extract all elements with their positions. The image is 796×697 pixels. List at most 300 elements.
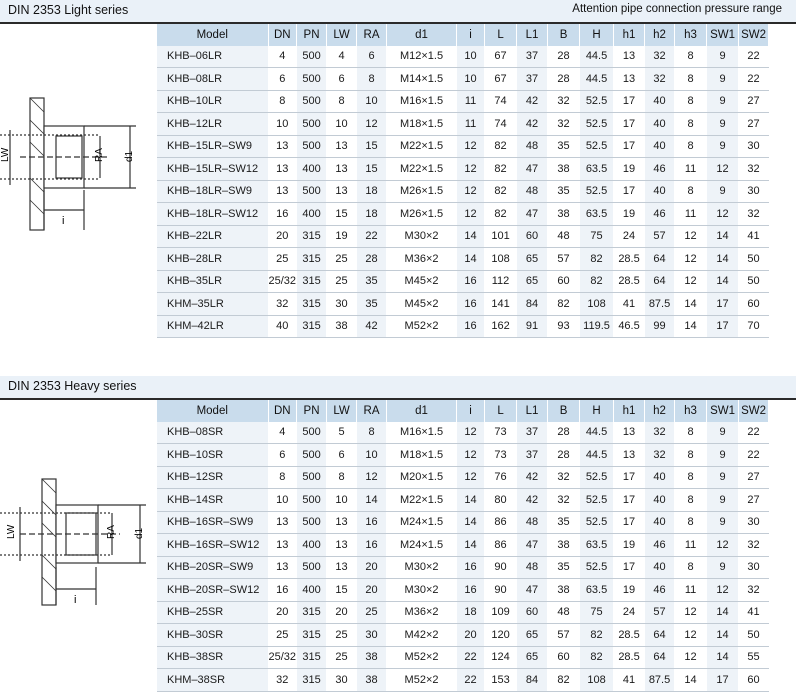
cell-b: 32 (548, 466, 580, 489)
cell-l: 86 (485, 534, 517, 557)
cell-dn: 25/32 (268, 646, 297, 669)
cell-b: 82 (548, 293, 580, 316)
column-header-lw: LW (327, 24, 357, 46)
table-header-row (157, 24, 769, 46)
cell-l1: 65 (517, 646, 548, 669)
cell-i: 12 (457, 158, 485, 181)
cell-sw2: 30 (739, 511, 769, 534)
cell-ra: 8 (357, 422, 387, 444)
cell-l1: 47 (517, 203, 548, 226)
cell-l: 82 (485, 158, 517, 181)
cell-l: 74 (485, 90, 517, 113)
cell-ra: 15 (357, 135, 387, 158)
cell-sw2: 32 (739, 579, 769, 602)
column-header-model: Model (157, 400, 268, 422)
cell-b: 60 (548, 270, 580, 293)
table-row (157, 422, 769, 444)
table-row (157, 248, 769, 271)
cell-model: KHB–15LR–SW9 (157, 135, 268, 158)
cell-sw2: 22 (739, 46, 769, 68)
cell-model: KHB–28LR (157, 248, 268, 271)
cell-h3: 8 (675, 556, 707, 579)
cell-h1: 17 (614, 489, 645, 512)
i-dimension-label: i (62, 215, 65, 227)
cell-pn: 315 (297, 315, 327, 338)
cell-ra: 10 (357, 444, 387, 467)
cell-sw2: 50 (739, 248, 769, 271)
cell-h: 75 (580, 225, 614, 248)
cell-l: 73 (485, 422, 517, 444)
cell-i: 16 (457, 579, 485, 602)
cell-ra: 18 (357, 180, 387, 203)
cell-dn: 25 (268, 624, 297, 647)
cell-sw2: 41 (739, 225, 769, 248)
cell-h1: 28.5 (614, 646, 645, 669)
cell-h: 63.5 (580, 203, 614, 226)
cell-d1: M16×1.5 (387, 90, 457, 113)
column-header-l1: L1 (517, 400, 548, 422)
cell-h3: 8 (675, 113, 707, 136)
cell-sw1: 12 (707, 534, 739, 557)
cell-h1: 17 (614, 90, 645, 113)
cell-sw1: 9 (707, 113, 739, 136)
cell-pn: 400 (297, 534, 327, 557)
cell-h: 44.5 (580, 444, 614, 467)
cell-h1: 13 (614, 46, 645, 68)
cell-i: 12 (457, 135, 485, 158)
cell-dn: 4 (268, 422, 297, 444)
cell-h: 52.5 (580, 113, 614, 136)
cell-b: 57 (548, 248, 580, 271)
cell-sw2: 70 (739, 315, 769, 338)
cell-h3: 12 (675, 225, 707, 248)
cell-h3: 8 (675, 489, 707, 512)
cell-ra: 12 (357, 113, 387, 136)
cell-h3: 14 (675, 315, 707, 338)
cell-h2: 40 (645, 511, 675, 534)
cell-h2: 64 (645, 270, 675, 293)
column-header-b: B (548, 24, 580, 46)
cell-lw: 13 (327, 511, 357, 534)
lw-dimension-label: LW (0, 147, 11, 162)
cell-b: 35 (548, 511, 580, 534)
cell-model: KHB–22LR (157, 225, 268, 248)
column-header-b: B (548, 400, 580, 422)
cell-h2: 57 (645, 225, 675, 248)
cell-pn: 500 (297, 422, 327, 444)
table-row (157, 489, 769, 512)
cell-sw2: 55 (739, 646, 769, 669)
cell-lw: 10 (327, 113, 357, 136)
cell-model: KHB–06LR (157, 46, 268, 68)
cell-l1: 91 (517, 315, 548, 338)
cell-i: 18 (457, 601, 485, 624)
heavy-series-section (0, 376, 796, 697)
ra-dimension-label: RA (106, 525, 117, 539)
cell-h3: 12 (675, 646, 707, 669)
cell-b: 60 (548, 646, 580, 669)
cell-l1: 48 (517, 180, 548, 203)
cell-h1: 24 (614, 601, 645, 624)
cell-d1: M12×1.5 (387, 46, 457, 68)
cell-sw2: 30 (739, 180, 769, 203)
cell-h1: 13 (614, 422, 645, 444)
cell-ra: 8 (357, 68, 387, 91)
cell-l1: 42 (517, 489, 548, 512)
table-row (157, 534, 769, 557)
column-header-ra: RA (357, 24, 387, 46)
cell-pn: 400 (297, 579, 327, 602)
cell-l1: 37 (517, 422, 548, 444)
cell-h1: 19 (614, 579, 645, 602)
cell-b: 35 (548, 180, 580, 203)
cell-h1: 24 (614, 225, 645, 248)
table-row (157, 556, 769, 579)
cell-l1: 84 (517, 293, 548, 316)
cell-h3: 8 (675, 68, 707, 91)
cell-dn: 6 (268, 444, 297, 467)
cell-d1: M24×1.5 (387, 511, 457, 534)
cell-h3: 11 (675, 158, 707, 181)
column-header-sw1: SW1 (707, 24, 739, 46)
cell-h3: 8 (675, 135, 707, 158)
cell-i: 16 (457, 315, 485, 338)
cell-ra: 18 (357, 203, 387, 226)
cell-b: 48 (548, 601, 580, 624)
light-series-table (157, 24, 769, 338)
cell-model: KHB–08LR (157, 68, 268, 91)
column-header-h3: h3 (675, 24, 707, 46)
table-row (157, 293, 769, 316)
lw-dimension-label: LW (6, 524, 17, 539)
table-row (157, 466, 769, 489)
cell-sw1: 17 (707, 293, 739, 316)
cell-model: KHB–15LR–SW12 (157, 158, 268, 181)
cell-d1: M18×1.5 (387, 444, 457, 467)
cell-ra: 6 (357, 46, 387, 68)
column-header-h3: h3 (675, 400, 707, 422)
cell-l: 90 (485, 556, 517, 579)
cell-pn: 315 (297, 293, 327, 316)
table-row (157, 113, 769, 136)
cell-b: 28 (548, 46, 580, 68)
cell-h: 75 (580, 601, 614, 624)
table-row (157, 315, 769, 338)
cell-sw2: 22 (739, 68, 769, 91)
cell-l: 124 (485, 646, 517, 669)
cell-sw1: 14 (707, 601, 739, 624)
cell-pn: 500 (297, 135, 327, 158)
cell-b: 48 (548, 225, 580, 248)
cell-sw2: 50 (739, 270, 769, 293)
cell-h3: 14 (675, 669, 707, 692)
cell-model: KHB–18LR–SW12 (157, 203, 268, 226)
cell-sw1: 9 (707, 556, 739, 579)
cell-model: KHB–10LR (157, 90, 268, 113)
cell-h1: 17 (614, 135, 645, 158)
cell-d1: M45×2 (387, 293, 457, 316)
cell-l: 80 (485, 489, 517, 512)
cell-h2: 46 (645, 579, 675, 602)
column-header-l: L (485, 24, 517, 46)
cell-b: 38 (548, 579, 580, 602)
column-header-i: i (457, 24, 485, 46)
column-header-h2: h2 (645, 24, 675, 46)
cell-l1: 37 (517, 46, 548, 68)
cell-i: 12 (457, 444, 485, 467)
cell-pn: 400 (297, 203, 327, 226)
cell-h3: 8 (675, 444, 707, 467)
cell-i: 14 (457, 534, 485, 557)
cell-h2: 64 (645, 646, 675, 669)
cell-b: 35 (548, 135, 580, 158)
cell-lw: 6 (327, 444, 357, 467)
cell-lw: 15 (327, 203, 357, 226)
light-fitting-drawing (0, 90, 150, 240)
cell-d1: M42×2 (387, 624, 457, 647)
cell-model: KHB–35LR (157, 270, 268, 293)
cell-sw1: 9 (707, 180, 739, 203)
cell-ra: 42 (357, 315, 387, 338)
cell-dn: 20 (268, 225, 297, 248)
table-row (157, 270, 769, 293)
cell-h: 52.5 (580, 511, 614, 534)
cell-sw1: 9 (707, 422, 739, 444)
cell-h2: 32 (645, 68, 675, 91)
light-series-title: DIN 2353 Light series (8, 3, 129, 17)
column-header-sw2: SW2 (739, 24, 769, 46)
cell-h1: 17 (614, 511, 645, 534)
cell-d1: M22×1.5 (387, 158, 457, 181)
cell-d1: M20×1.5 (387, 466, 457, 489)
cell-h: 52.5 (580, 180, 614, 203)
cell-i: 14 (457, 489, 485, 512)
table-row (157, 511, 769, 534)
cell-lw: 25 (327, 270, 357, 293)
cell-b: 28 (548, 444, 580, 467)
cell-h: 52.5 (580, 90, 614, 113)
cell-h2: 46 (645, 158, 675, 181)
cell-h3: 12 (675, 270, 707, 293)
cell-sw2: 22 (739, 444, 769, 467)
cell-l1: 47 (517, 158, 548, 181)
cell-l: 141 (485, 293, 517, 316)
cell-l: 67 (485, 68, 517, 91)
cell-b: 32 (548, 113, 580, 136)
cell-i: 10 (457, 46, 485, 68)
table-row (157, 444, 769, 467)
table-row (157, 646, 769, 669)
cell-h3: 12 (675, 624, 707, 647)
cell-model: KHB–20SR–SW9 (157, 556, 268, 579)
cell-lw: 38 (327, 315, 357, 338)
cell-sw2: 41 (739, 601, 769, 624)
cell-h2: 99 (645, 315, 675, 338)
cell-sw1: 17 (707, 315, 739, 338)
cell-b: 57 (548, 624, 580, 647)
cell-model: KHB–16SR–SW12 (157, 534, 268, 557)
cell-sw1: 14 (707, 225, 739, 248)
cell-d1: M36×2 (387, 601, 457, 624)
cell-sw2: 27 (739, 113, 769, 136)
cell-b: 38 (548, 158, 580, 181)
cell-lw: 4 (327, 46, 357, 68)
cell-h3: 8 (675, 46, 707, 68)
cell-h3: 14 (675, 293, 707, 316)
cell-pn: 500 (297, 556, 327, 579)
light-series-title-bar (0, 0, 796, 24)
column-header-h: H (580, 400, 614, 422)
cell-model: KHM–42LR (157, 315, 268, 338)
cell-h3: 11 (675, 579, 707, 602)
cell-h1: 28.5 (614, 270, 645, 293)
cell-lw: 13 (327, 135, 357, 158)
cell-i: 11 (457, 113, 485, 136)
cell-sw2: 60 (739, 293, 769, 316)
cell-l1: 65 (517, 624, 548, 647)
cell-sw2: 60 (739, 669, 769, 692)
cell-sw1: 14 (707, 248, 739, 271)
cell-l1: 42 (517, 466, 548, 489)
cell-l: 86 (485, 511, 517, 534)
cell-d1: M26×1.5 (387, 180, 457, 203)
cell-h2: 64 (645, 248, 675, 271)
cell-sw1: 9 (707, 511, 739, 534)
cell-pn: 315 (297, 225, 327, 248)
cell-b: 28 (548, 422, 580, 444)
column-header-pn: PN (297, 24, 327, 46)
heavy-series-title-bar (0, 376, 796, 400)
cell-h: 44.5 (580, 422, 614, 444)
table-row (157, 579, 769, 602)
cell-model: KHB–18LR–SW9 (157, 180, 268, 203)
cell-h3: 8 (675, 180, 707, 203)
cell-i: 10 (457, 68, 485, 91)
cell-sw1: 12 (707, 203, 739, 226)
cell-l1: 65 (517, 248, 548, 271)
cell-h: 108 (580, 669, 614, 692)
cell-h: 82 (580, 248, 614, 271)
cell-d1: M26×1.5 (387, 203, 457, 226)
cell-b: 35 (548, 556, 580, 579)
light-series-section (0, 0, 796, 333)
cell-pn: 500 (297, 180, 327, 203)
cell-pn: 315 (297, 646, 327, 669)
cell-dn: 25/32 (268, 270, 297, 293)
cell-h3: 12 (675, 601, 707, 624)
cell-sw2: 30 (739, 556, 769, 579)
column-header-h: H (580, 24, 614, 46)
cell-l1: 37 (517, 68, 548, 91)
column-header-d1: d1 (387, 24, 457, 46)
cell-i: 22 (457, 646, 485, 669)
table-row (157, 203, 769, 226)
cell-h: 52.5 (580, 489, 614, 512)
cell-sw1: 12 (707, 579, 739, 602)
cell-h: 82 (580, 646, 614, 669)
cell-ra: 10 (357, 90, 387, 113)
cell-dn: 16 (268, 579, 297, 602)
cell-d1: M52×2 (387, 315, 457, 338)
column-header-dn: DN (268, 400, 297, 422)
cell-h2: 57 (645, 601, 675, 624)
cell-h: 52.5 (580, 556, 614, 579)
cell-h: 44.5 (580, 46, 614, 68)
cell-h2: 40 (645, 489, 675, 512)
cell-b: 82 (548, 669, 580, 692)
cell-h2: 40 (645, 556, 675, 579)
column-header-lw: LW (327, 400, 357, 422)
cell-h1: 13 (614, 444, 645, 467)
cell-l: 109 (485, 601, 517, 624)
cell-h2: 40 (645, 466, 675, 489)
cell-h: 82 (580, 624, 614, 647)
cell-i: 14 (457, 248, 485, 271)
cell-d1: M18×1.5 (387, 113, 457, 136)
cell-l: 153 (485, 669, 517, 692)
cell-i: 22 (457, 669, 485, 692)
cell-dn: 13 (268, 180, 297, 203)
cell-ra: 28 (357, 248, 387, 271)
column-header-h1: h1 (614, 400, 645, 422)
cell-pn: 500 (297, 444, 327, 467)
cell-pn: 400 (297, 158, 327, 181)
cell-l1: 48 (517, 511, 548, 534)
cell-l: 82 (485, 180, 517, 203)
cell-model: KHB–16SR–SW9 (157, 511, 268, 534)
cell-dn: 32 (268, 293, 297, 316)
column-header-h2: h2 (645, 400, 675, 422)
cell-h2: 40 (645, 90, 675, 113)
cell-dn: 13 (268, 511, 297, 534)
cell-l: 108 (485, 248, 517, 271)
cell-sw1: 9 (707, 68, 739, 91)
cell-l: 67 (485, 46, 517, 68)
cell-sw2: 32 (739, 203, 769, 226)
cell-model: KHB–20SR–SW12 (157, 579, 268, 602)
cell-model: KHB–25SR (157, 601, 268, 624)
table-row (157, 68, 769, 91)
cell-b: 93 (548, 315, 580, 338)
cell-l: 82 (485, 135, 517, 158)
pressure-range-note: Attention pipe connection pressure range (572, 3, 782, 15)
cell-pn: 500 (297, 489, 327, 512)
d1-dimension-label: d1 (134, 527, 145, 539)
cell-sw1: 14 (707, 646, 739, 669)
cell-h: 82 (580, 270, 614, 293)
cell-dn: 25 (268, 248, 297, 271)
cell-l1: 60 (517, 225, 548, 248)
cell-h: 63.5 (580, 579, 614, 602)
cell-ra: 16 (357, 511, 387, 534)
cell-sw1: 12 (707, 158, 739, 181)
cell-model: KHB–30SR (157, 624, 268, 647)
cell-pn: 315 (297, 669, 327, 692)
table-row (157, 90, 769, 113)
cell-i: 12 (457, 422, 485, 444)
cell-ra: 16 (357, 534, 387, 557)
cell-dn: 13 (268, 135, 297, 158)
cell-h2: 32 (645, 422, 675, 444)
cell-ra: 25 (357, 601, 387, 624)
table-row (157, 669, 769, 692)
cell-d1: M14×1.5 (387, 68, 457, 91)
cell-lw: 15 (327, 579, 357, 602)
cell-h3: 8 (675, 422, 707, 444)
cell-h2: 87.5 (645, 293, 675, 316)
column-header-pn: PN (297, 400, 327, 422)
cell-lw: 13 (327, 556, 357, 579)
